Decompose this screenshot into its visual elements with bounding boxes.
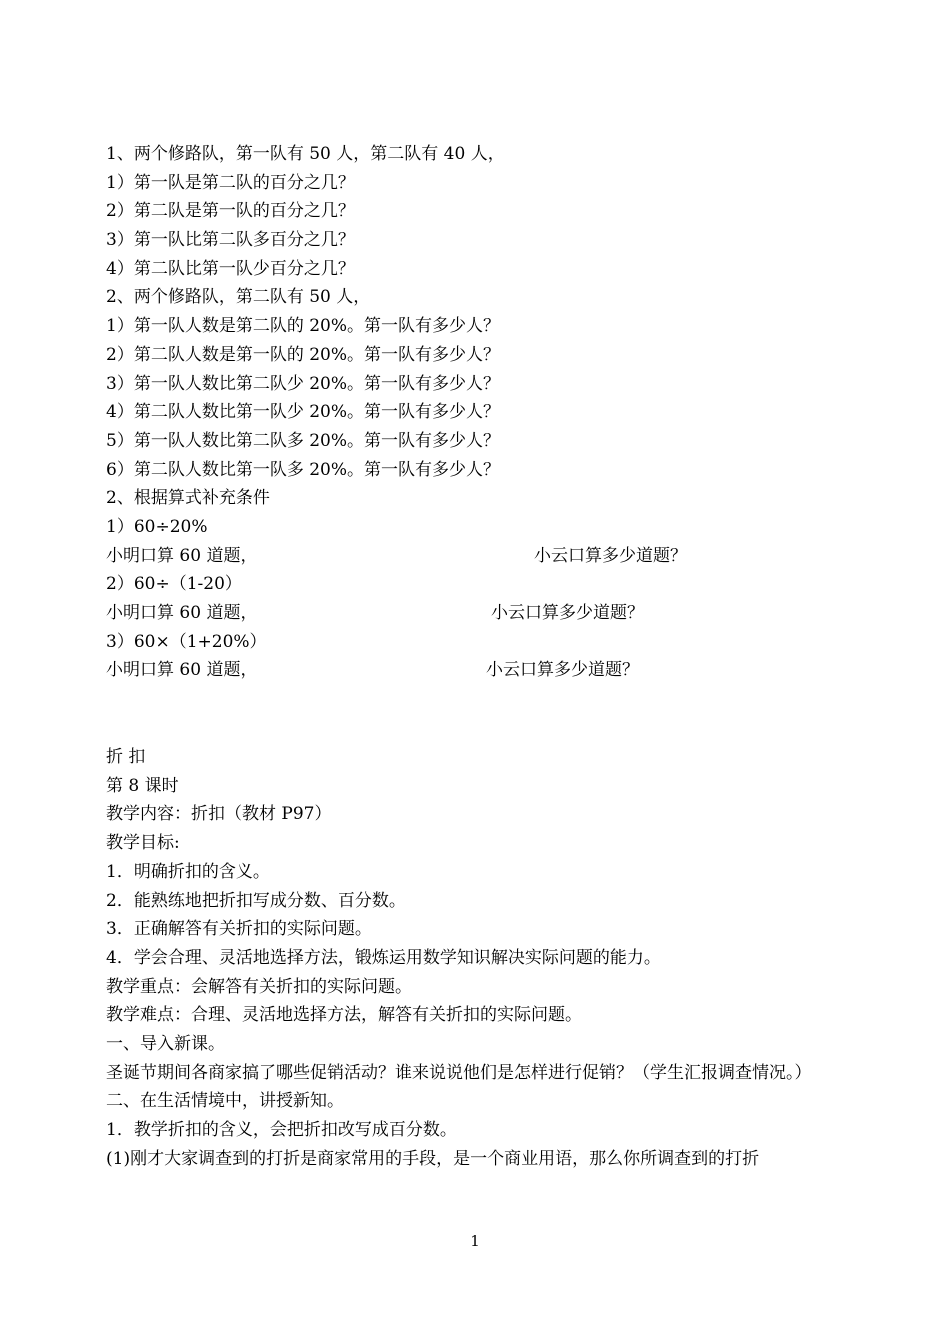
goal-item-2: 2．能熟练地把折扣写成分数、百分数。 (106, 890, 406, 911)
lesson-period: 第 8 课时 (106, 775, 179, 796)
section2-heading: 二、在生活情境中，讲授新知。 (106, 1091, 344, 1112)
formula-3-expr: 3）60×（1+20%） (106, 631, 267, 652)
problem-2-q6: 6）第二队人数比第一队多 20%。第一队有多少人？ (106, 459, 501, 480)
formula-3-condition (106, 656, 846, 685)
section2-paragraph: (1)刚才大家调查到的打折是商家常用的手段，是一个商业用语，那么你所调查到的打折 (106, 1148, 760, 1169)
problem-1-q2: 2）第二队是第一队的百分之几？ (106, 201, 355, 222)
page-number: 1 (470, 1232, 480, 1250)
problem-2-q5: 5）第一队人数比第二队多 20%。第一队有多少人？ (106, 430, 501, 451)
problem-2-q2: 2）第二队人数是第一队的 20%。第一队有多少人？ (106, 344, 501, 365)
formula-2-condition (106, 599, 846, 628)
difficulty: 教学难点：合理、灵活地选择方法，解答有关折扣的实际问题。 (106, 1005, 582, 1026)
key-point: 教学重点：会解答有关折扣的实际问题。 (106, 976, 412, 997)
problem-2-q4: 4）第二队人数比第一队少 20%。第一队有多少人？ (106, 402, 501, 423)
formula-2-right: 小云口算多少道题？ (491, 603, 644, 623)
lesson-content: 教学内容：折扣（教材 P97） (106, 804, 332, 825)
problem-1-q1: 1）第一队是第二队的百分之几？ (106, 172, 355, 193)
formula-1-right: 小云口算多少道题？ (534, 545, 687, 566)
problem-1-q3: 3）第一队比第二队多百分之几？ (106, 230, 355, 251)
intro-heading: 一、导入新课。 (106, 1033, 225, 1054)
formula-2-expr: 2）60÷（1-20） (106, 574, 242, 595)
page-content (106, 140, 846, 1173)
problem-2-q3: 3）第一队人数比第二队少 20%。第一队有多少人？ (106, 373, 501, 394)
formula-2-left: 小明口算 60 道题， (106, 603, 258, 623)
goals-heading: 教学目标: (106, 833, 180, 854)
lesson-title: 折 扣 (106, 747, 146, 768)
goal-item-3: 3．正确解答有关折扣的实际问题。 (106, 919, 372, 940)
formula-1-left: 小明口算 60 道题， (106, 545, 258, 566)
problem-1-line: 1、两个修路队，第一队有 50 人，第二队有 40 人， (106, 144, 505, 164)
goal-item-4: 4．学会合理、灵活地选择方法，锻炼运用数学知识解决实际问题的能力。 (106, 947, 661, 968)
section2-item: 1．教学折扣的含义，会把折扣改写成百分数。 (106, 1120, 457, 1141)
problem-2-line: 2、两个修路队，第二队有 50 人， (106, 287, 371, 308)
section-spacer (106, 685, 846, 743)
intro-text: 圣诞节期间各商家搞了哪些促销活动？谁来说说他们是怎样进行促销？（学生汇报调查情况。） (106, 1062, 812, 1083)
formula-3-left: 小明口算 60 道题， (106, 660, 258, 681)
goal-item-1: 1．明确折扣的含义。 (106, 861, 270, 882)
problem-1-q4: 4）第二队比第一队少百分之几？ (106, 258, 355, 279)
formula-1-expr: 1）60÷20% (106, 516, 208, 537)
formula-1-condition (106, 542, 846, 571)
formula-3-right: 小云口算多少道题？ (486, 660, 639, 681)
problem-3-heading: 2、根据算式补充条件 (106, 488, 270, 509)
problem-2-q1: 1）第一队人数是第二队的 20%。第一队有多少人？ (106, 316, 501, 337)
